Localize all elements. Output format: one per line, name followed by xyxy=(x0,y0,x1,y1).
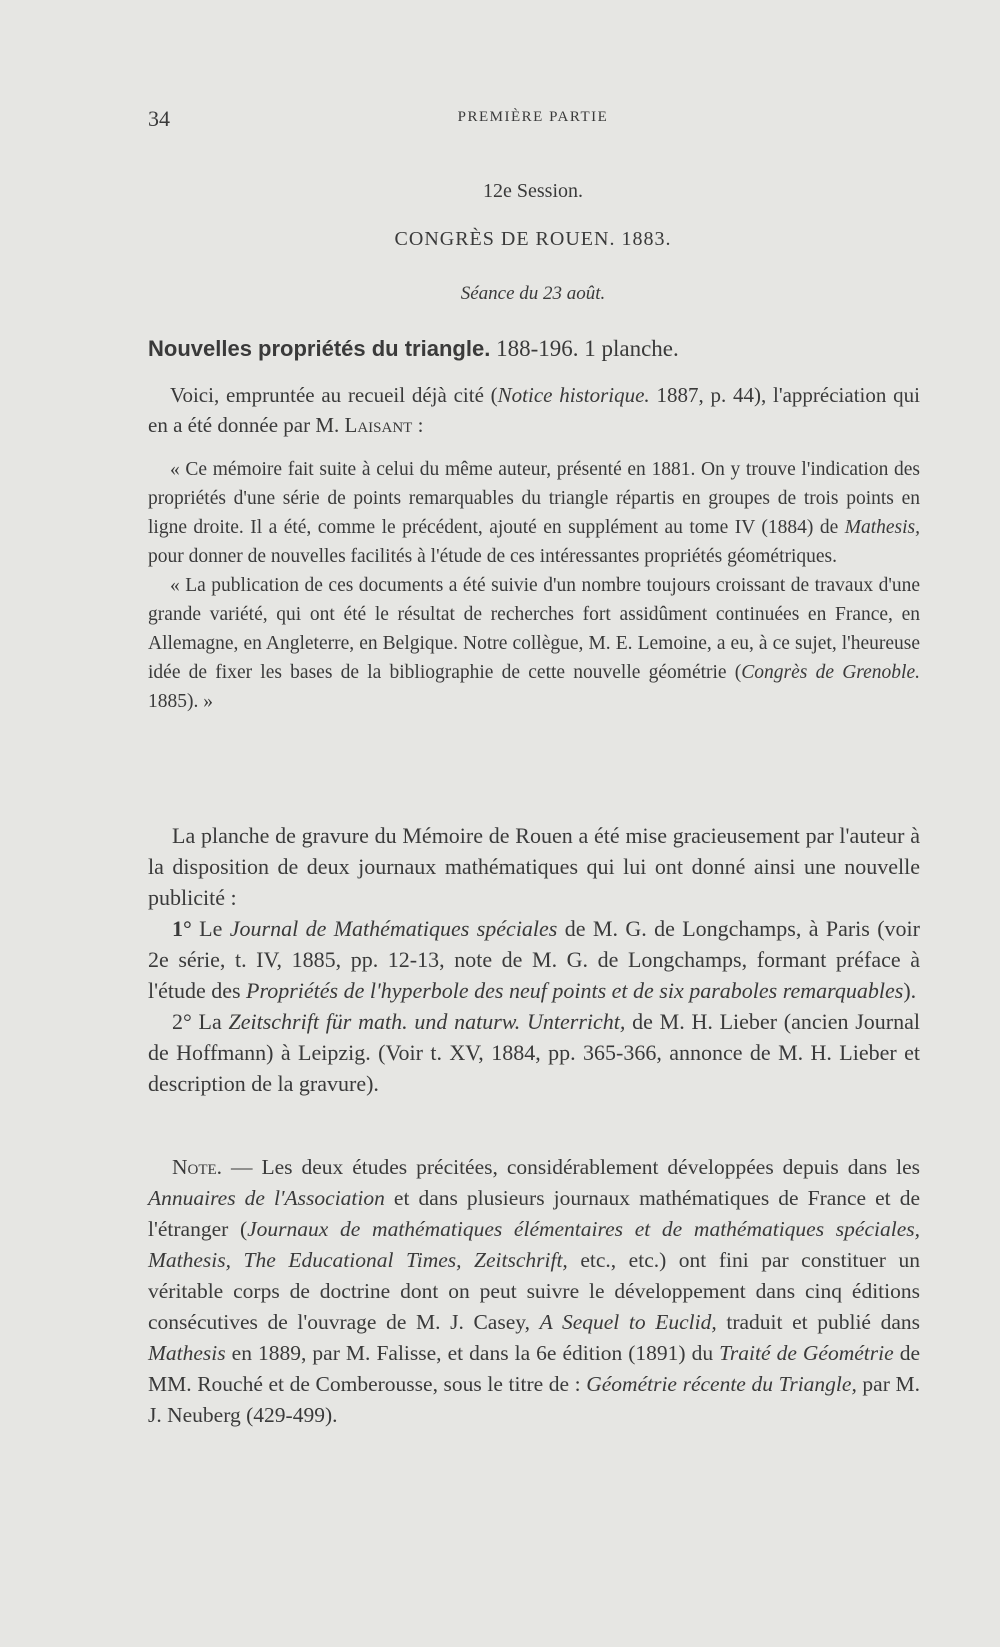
quote-p2-text: « La publication de ces documents a été suivie d'un nombre toujours croissant de travaux d'une grande variété, qui ont été le résultat de recherches fort assidûment continuées en France, en Allemagne, en Angleterre, en Belgique. Notre collègue, M. E. Lemoine, a eu, à ce sujet, l'heureuse idée de fixer les bases de la bibliographie de cette nouvelle géométrie ( xyxy=(148,575,920,683)
note-text-f: de MM. Rouché et de Comberousse, sous le titre de : xyxy=(148,1341,920,1396)
running-head: PREMIÈRE PARTIE xyxy=(457,109,609,125)
note-text-a: — Les deux études précitées, considérablement développées depuis dans les xyxy=(222,1155,920,1179)
entry-title: Nouvelles propriétés du triangle. xyxy=(148,336,491,361)
note-journaux: Journaux de mathématiques élémentaires et de mathématiques spéciales, Mathesis, The Educational Times, Zeitschrift, xyxy=(148,1217,920,1272)
note-sequel: A Sequel to Euclid, xyxy=(539,1310,717,1334)
intro-text: Voici, empruntée au recueil déjà cité ( xyxy=(170,383,498,407)
seance-date: Séance du 23 août. xyxy=(460,283,606,304)
quote-p1-text: « Ce mémoire fait suite à celui du même auteur, présenté en 1881. On y trouve l'indication des propriétés d'une série de points remarquables du triangle répartis en groupes de trois points en ligne droite. Il a été, comme le précédent, ajouté en supplément au tome IV (1884) de xyxy=(148,459,920,538)
planche-paragraph: La planche de gravure du Mémoire de Rouen a été mise gracieusement par l'auteur à la disposition de deux journaux mathématiques qui lui ont donné ainsi une nouvelle publicité : xyxy=(148,823,920,910)
note-text-e: en 1889, par M. Falisse, et dans la 6e édition (1891) du xyxy=(225,1341,720,1365)
item-1-number: 1° xyxy=(172,916,192,941)
note-section xyxy=(148,1152,920,1431)
note-mathesis: Mathesis xyxy=(148,1341,226,1365)
note-traite: Traité de Géométrie xyxy=(719,1341,894,1365)
note-annuaires: Annuaires de l'Association xyxy=(148,1186,385,1210)
quote-p1-text-2: pour donner de nouvelles facilités à l'étude de ces intéressantes propriétés géométriques. xyxy=(148,546,838,567)
item-1-title: Propriétés de l'hyperbole des neuf points et de six paraboles remarquables xyxy=(246,978,904,1003)
quotation xyxy=(148,455,920,716)
note-label: Note. xyxy=(172,1155,223,1179)
note-geom: Géométrie récente du Triangle, xyxy=(586,1372,857,1396)
quote-p1-journal: Mathesis, xyxy=(844,517,920,538)
congres-heading: CONGRÈS DE ROUEN. 1883. xyxy=(394,228,672,250)
item-2-journal: Zeitschrift für math. und naturw. Unterricht, xyxy=(228,1009,626,1034)
intro-paragraph xyxy=(148,380,920,440)
note-text-d: traduit et publié dans xyxy=(716,1310,920,1334)
entry-title-line xyxy=(148,336,920,362)
note-paragraph xyxy=(148,1152,920,1431)
planche-item-2 xyxy=(148,1006,920,1099)
item-1-text: Le xyxy=(191,916,230,941)
quote-paragraph-1 xyxy=(148,455,920,571)
intro-work: Notice historique. xyxy=(497,383,650,407)
item-2-number: 2° xyxy=(172,1009,192,1034)
page-number: 34 xyxy=(148,106,170,131)
intro-author: Laisant xyxy=(344,413,413,437)
quote-p2-ref: Congrès de Grenoble. xyxy=(741,662,920,683)
entry-pages: 188-196. 1 planche. xyxy=(496,336,679,361)
quote-paragraph-2 xyxy=(148,571,920,716)
item-2-text-2: de M. H. Lieber (ancien Journal de Hoffmann) à Leipzig. (Voir t. XV, 1884, pp. 365-366, annonce de M. H. Lieber et description de la gravure). xyxy=(148,1009,921,1096)
item-1-journal: Journal de Mathématiques spéciales xyxy=(229,916,558,941)
planche-section xyxy=(148,820,920,1099)
item-1-text-2: de M. G. de Longchamps, à Paris (voir 2e série, t. IV, 1885, pp. 12-13, note de M. G. de Longchamps, formant préface à l'étude des xyxy=(148,916,920,1003)
item-1-text-3: ). xyxy=(903,978,917,1003)
note-text-g: par M. J. Neuberg (429-499). xyxy=(148,1372,920,1427)
quote-p2-text-2: 1885). » xyxy=(148,691,213,712)
note-text-c: etc., etc.) ont fini par constituer un véritable corps de doctrine dont on peut suivre le développement dans cinq éditions consécutives de l'ouvrage de M. J. Casey, xyxy=(148,1248,920,1334)
intro-text-3: : xyxy=(412,413,424,437)
planche-item-1 xyxy=(148,913,920,1006)
intro-text-2: 1887, p. 44), l'appréciation qui en a été donnée par M. xyxy=(148,383,920,437)
item-2-text: La xyxy=(191,1009,229,1034)
note-text-b: et dans plusieurs journaux mathématiques de France et de l'étranger ( xyxy=(148,1186,920,1241)
session-heading: 12e Session. xyxy=(483,180,583,202)
page-header xyxy=(148,106,918,136)
